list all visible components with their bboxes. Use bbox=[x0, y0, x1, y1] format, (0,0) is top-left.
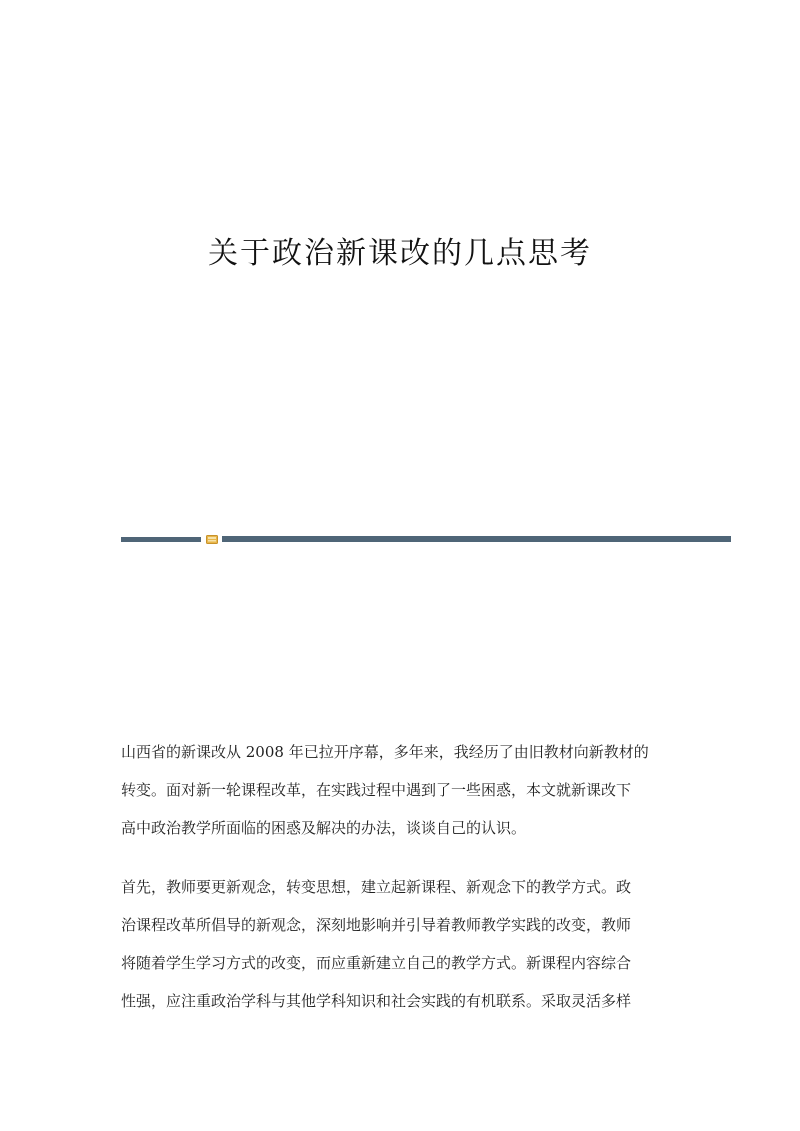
paragraph-line: 治课程改革所倡导的新观念，深刻地影响并引导着教师教学实践的改变，教师 bbox=[121, 916, 632, 934]
paragraph-line: 首先，教师要更新观念，转变思想，建立起新课程、新观念下的教学方式。政 bbox=[121, 878, 632, 896]
paragraph-1 bbox=[121, 733, 681, 847]
paragraph-line: 高中政治教学所面临的困惑及解决的办法，谈谈自己的认识。 bbox=[121, 819, 527, 837]
book-ornament-icon bbox=[206, 535, 218, 544]
paragraph-2 bbox=[121, 868, 681, 1020]
paragraph-line: 将随着学生学习方式的改变，而应重新建立自己的教学方式。新课程内容综合 bbox=[121, 954, 632, 972]
divider-bar-right bbox=[222, 536, 731, 542]
divider-bar-left bbox=[121, 537, 201, 542]
paragraph-line: 山西省的新课改从 2008 年已拉开序幕，多年来，我经历了由旧教材向新教材的 bbox=[121, 743, 649, 761]
paragraph-line: 性强，应注重政治学科与其他学科知识和社会实践的有机联系。采取灵活多样 bbox=[121, 992, 632, 1010]
title-divider bbox=[121, 535, 731, 543]
paragraph-line: 转变。面对新一轮课程改革，在实践过程中遇到了一些困惑，本文就新课改下 bbox=[121, 781, 632, 799]
document-title: 关于政治新课改的几点思考 bbox=[208, 236, 592, 271]
